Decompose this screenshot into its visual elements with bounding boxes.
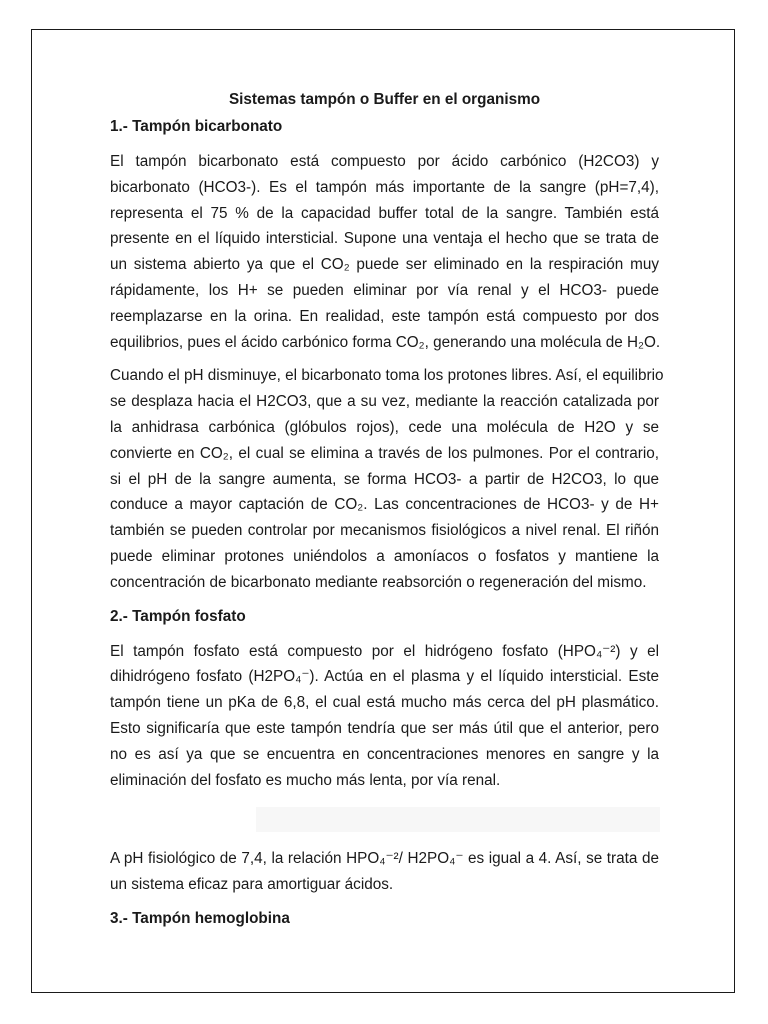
paragraph-line: un sistema eficaz para amortiguar ácidos. (110, 876, 394, 894)
paragraph-line: rápidamente, los H+ se pueden eliminar por vía renal y el HCO3- puede (110, 281, 659, 299)
paragraph-line: equilibrios, pues el ácido carbónico forma CO₂, generando una molécula de H₂O. (110, 333, 661, 351)
paragraph-line: concentración de bicarbonato mediante reabsorción o regeneración del mismo. (110, 573, 647, 591)
paragraph-line: A pH fisiológico de 7,4, la relación HPO₄⁻²/ H2PO₄⁻ es igual a 4. Así, se trata de (110, 850, 659, 868)
section-heading-hemoglobina: 3.- Tampón hemoglobina (110, 909, 290, 927)
section-heading-fosfato: 2.- Tampón fosfato (110, 607, 246, 625)
paragraph-line: si el pH de la sangre aumenta, se forma HCO3- a partir de H2CO3, lo que (110, 470, 659, 488)
paragraph-line: no es así ya que se encuentra en concentraciones menores en sangre y la (110, 745, 659, 763)
document-body (110, 87, 664, 941)
paragraph-line: presente en el líquido intersticial. Supone una ventaja el hecho que se trata de (110, 230, 659, 248)
paragraph-line: Esto significaría que este tampón tendría que ser más útil que el anterior, pero (110, 719, 659, 737)
paragraph-line: eliminación del fosfato es mucho más lenta, por vía renal. (110, 771, 501, 789)
paragraph-line: también se pueden controlar por mecanismos fisiológicos a nivel renal. El riñón (110, 522, 659, 540)
paragraph-line: reemplazarse en la orina. En realidad, este tampón está compuesto por dos (110, 307, 659, 325)
paragraph-line: tampón tiene un pKa de 6,8, el cual está mucho más cerca del pH plasmático. (110, 694, 659, 712)
paragraph-line: El tampón bicarbonato está compuesto por ácido carbónico (H2CO3) y (110, 153, 659, 170)
paragraph-line: bicarbonato (HCO3-). Es el tampón más importante de la sangre (pH=7,4), (110, 178, 659, 196)
section-heading-bicarbonato: 1.- Tampón bicarbonato (110, 118, 283, 135)
paragraph-line: dihidrógeno fosfato (H2PO₄⁻). Actúa en el plasma y el líquido intersticial. Este (110, 668, 659, 686)
document-title: Sistemas tampón o Buffer en el organismo (228, 91, 541, 108)
paragraph (110, 149, 659, 355)
paragraph-line: Cuando el pH disminuye, el bicarbonato toma los protones libres. Así, el equilibrio (110, 367, 664, 385)
paragraph-line: convierte en CO₂, el cual se elimina a través de los pulmones. Por el contrario, (110, 444, 659, 462)
paragraph-line: se desplaza hacia el H2CO3, que a su vez, mediante la reacción catalizada por (110, 393, 659, 411)
paragraph (110, 846, 659, 898)
paragraph-line: un sistema abierto ya que el CO₂ puede ser eliminado en la respiración muy (110, 256, 659, 274)
paragraph-line: conduce a mayor captación de CO₂. Las concentraciones de HCO3- y de H+ (110, 496, 659, 514)
paragraph-line: representa el 75 % de la capacidad buffer total de la sangre. También está (110, 204, 659, 222)
paragraph-line: la anhidrasa carbónica (glóbulos rojos), cede una molécula de H2O y se (110, 418, 659, 436)
paragraph (110, 363, 664, 595)
paragraph-line: puede eliminar protones uniéndolos a amoníacos o fosfatos y mantiene la (110, 547, 659, 565)
blank-image-placeholder (256, 807, 660, 832)
paragraph (110, 639, 659, 794)
paragraph-line: El tampón fosfato está compuesto por el hidrógeno fosfato (HPO₄⁻²) y el (110, 642, 659, 660)
